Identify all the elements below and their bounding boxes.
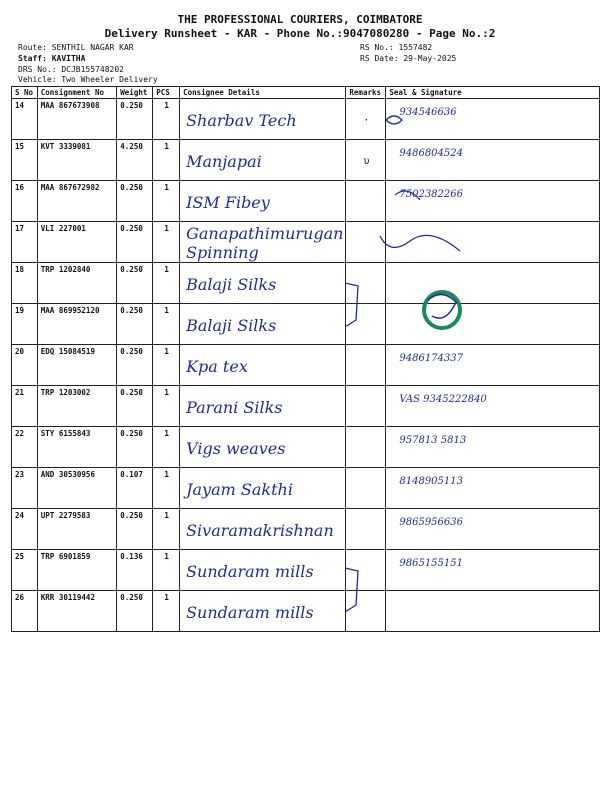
row-consignment: MAA 869952120: [37, 304, 117, 345]
row-remark: [346, 468, 386, 509]
row-signature: [386, 509, 600, 550]
row-consignee: Kpa tex: [180, 345, 346, 386]
row-sno: 17: [12, 222, 38, 263]
row-consignment: TRP 1202840: [37, 263, 117, 304]
drs-label: DRS No.: DCJB155748202: [18, 65, 124, 74]
row-signature: [386, 345, 600, 386]
row-weight: 0.250: [117, 99, 153, 140]
table-row: [12, 99, 600, 140]
signature-text: 9486174337: [399, 353, 463, 364]
row-consignee: Balaji Silks: [180, 263, 346, 304]
row-consignee: ISM Fibey: [180, 181, 346, 222]
table-row: [12, 427, 600, 468]
row-pcs: 1: [153, 509, 180, 550]
row-signature: [386, 386, 600, 427]
table-row: [12, 591, 600, 632]
table-row: [12, 468, 600, 509]
row-pcs: 1: [153, 304, 180, 345]
row-sno: 22: [12, 427, 38, 468]
row-consignment: MAA 867672982: [37, 181, 117, 222]
row-signature: [386, 304, 600, 345]
signature-text: 7502382266: [399, 189, 463, 200]
row-pcs: 1: [153, 386, 180, 427]
row-pcs: 1: [153, 427, 180, 468]
row-sno: 18: [12, 263, 38, 304]
row-consignee: Vigs weaves: [180, 427, 346, 468]
row-consignment: KRR 30119442: [37, 591, 117, 632]
row-remark: [346, 386, 386, 427]
row-weight: 4.250: [117, 140, 153, 181]
table-row: [12, 140, 600, 181]
signature-text: 9865956636: [399, 517, 463, 528]
row-pcs: 1: [153, 140, 180, 181]
row-weight: 0.250: [117, 591, 153, 632]
row-weight: 0.136: [117, 550, 153, 591]
row-remark: [346, 427, 386, 468]
row-sno: 19: [12, 304, 38, 345]
row-weight: 0.250: [117, 509, 153, 550]
row-pcs: 1: [153, 99, 180, 140]
row-signature: [386, 140, 600, 181]
row-consignee: Parani Silks: [180, 386, 346, 427]
row-sno: 16: [12, 181, 38, 222]
row-sno: 20: [12, 345, 38, 386]
table-row: [12, 304, 600, 345]
row-consignee: Manjapai: [180, 140, 346, 181]
col-pcs: PCS: [153, 87, 180, 99]
col-signature: Seal & Signature: [386, 87, 600, 99]
row-consignment: AND 30530956: [37, 468, 117, 509]
staff-label: Staff: KAVITHA: [18, 54, 86, 63]
col-consignment: Consignment No: [37, 87, 117, 99]
signature-text: 934546636: [399, 107, 457, 118]
row-remark: [346, 181, 386, 222]
row-sno: 14: [12, 99, 38, 140]
row-consignment: TRP 1203002: [37, 386, 117, 427]
route-label: Route: SENTHIL NAGAR KAR: [18, 43, 134, 52]
row-pcs: 1: [153, 263, 180, 304]
row-consignment: EDQ 15084519: [37, 345, 117, 386]
row-signature: [386, 263, 600, 304]
row-weight: 0.250: [117, 181, 153, 222]
row-sno: 15: [12, 140, 38, 181]
row-pcs: 1: [153, 222, 180, 263]
row-consignee: Sivaramakrishnan: [180, 509, 346, 550]
table-row: [12, 386, 600, 427]
document-subtitle: Delivery Runsheet - KAR - Phone No.:9047080280 - Page No.:2: [104, 27, 496, 40]
runsheet-table: [11, 86, 600, 632]
row-consignment: VLI 227001: [37, 222, 117, 263]
row-signature: [386, 468, 600, 509]
row-consignee: Jayam Sakthi: [180, 468, 346, 509]
row-sno: 25: [12, 550, 38, 591]
row-pcs: 1: [153, 345, 180, 386]
table-row: [12, 550, 600, 591]
row-consignment: UPT 2279583: [37, 509, 117, 550]
col-consignee: Consignee Details: [180, 87, 346, 99]
table-row: [12, 181, 600, 222]
rs-number: RS No.: 1557482: [360, 43, 433, 52]
row-sno: 24: [12, 509, 38, 550]
row-consignment: STY 6155843: [37, 427, 117, 468]
row-pcs: 1: [153, 181, 180, 222]
row-consignment: KVT 3339081: [37, 140, 117, 181]
row-consignment: TRP 6901859: [37, 550, 117, 591]
row-weight: 0.107: [117, 468, 153, 509]
row-remark: [346, 263, 386, 304]
col-weight: Weight: [117, 87, 153, 99]
row-weight: 0.250: [117, 345, 153, 386]
signature-text: 957813 5813: [399, 435, 467, 446]
table-row: [12, 222, 600, 263]
signature-text: 9486804524: [399, 148, 463, 159]
row-remark: [346, 509, 386, 550]
table-header-row: [12, 87, 600, 99]
table-row: [12, 509, 600, 550]
row-signature: [386, 99, 600, 140]
row-signature: [386, 591, 600, 632]
row-pcs: 1: [153, 550, 180, 591]
row-weight: 0.250: [117, 427, 153, 468]
row-signature: [386, 222, 600, 263]
row-weight: 0.250: [117, 222, 153, 263]
row-remark: υ: [346, 140, 386, 181]
row-weight: 0.250: [117, 263, 153, 304]
row-weight: 0.250: [117, 386, 153, 427]
row-remark: [346, 304, 386, 345]
signature-text: VAS 9345222840: [399, 394, 487, 405]
col-remarks: Remarks: [346, 87, 386, 99]
row-remark: [346, 591, 386, 632]
row-consignee: Balaji Silks: [180, 304, 346, 345]
table-row: [12, 263, 600, 304]
row-remark: [346, 550, 386, 591]
row-pcs: 1: [153, 468, 180, 509]
row-weight: 0.250: [117, 304, 153, 345]
row-consignee: Sundaram mills: [180, 550, 346, 591]
row-signature: [386, 550, 600, 591]
row-consignee: Sharbav Tech: [180, 99, 346, 140]
signature-text: 8148905113: [399, 476, 463, 487]
row-sno: 26: [12, 591, 38, 632]
row-pcs: 1: [153, 591, 180, 632]
document-title: THE PROFESSIONAL COURIERS, COIMBATORE: [177, 13, 423, 26]
col-sno: S No: [12, 87, 38, 99]
row-consignee: Ganapathimurugan Spinning: [180, 222, 346, 263]
vehicle-label: Vehicle: Two Wheeler Delivery: [18, 75, 158, 84]
row-sno: 21: [12, 386, 38, 427]
row-signature: [386, 427, 600, 468]
row-sno: 23: [12, 468, 38, 509]
row-signature: [386, 181, 600, 222]
row-remark: [346, 345, 386, 386]
row-consignment: MAA 867673908: [37, 99, 117, 140]
row-remark: [346, 222, 386, 263]
signature-text: 9865155151: [399, 558, 463, 569]
row-remark: ·: [346, 99, 386, 140]
table-row: [12, 345, 600, 386]
row-consignee: Sundaram mills: [180, 591, 346, 632]
rs-date: RS Date: 29-May-2025: [360, 54, 457, 63]
